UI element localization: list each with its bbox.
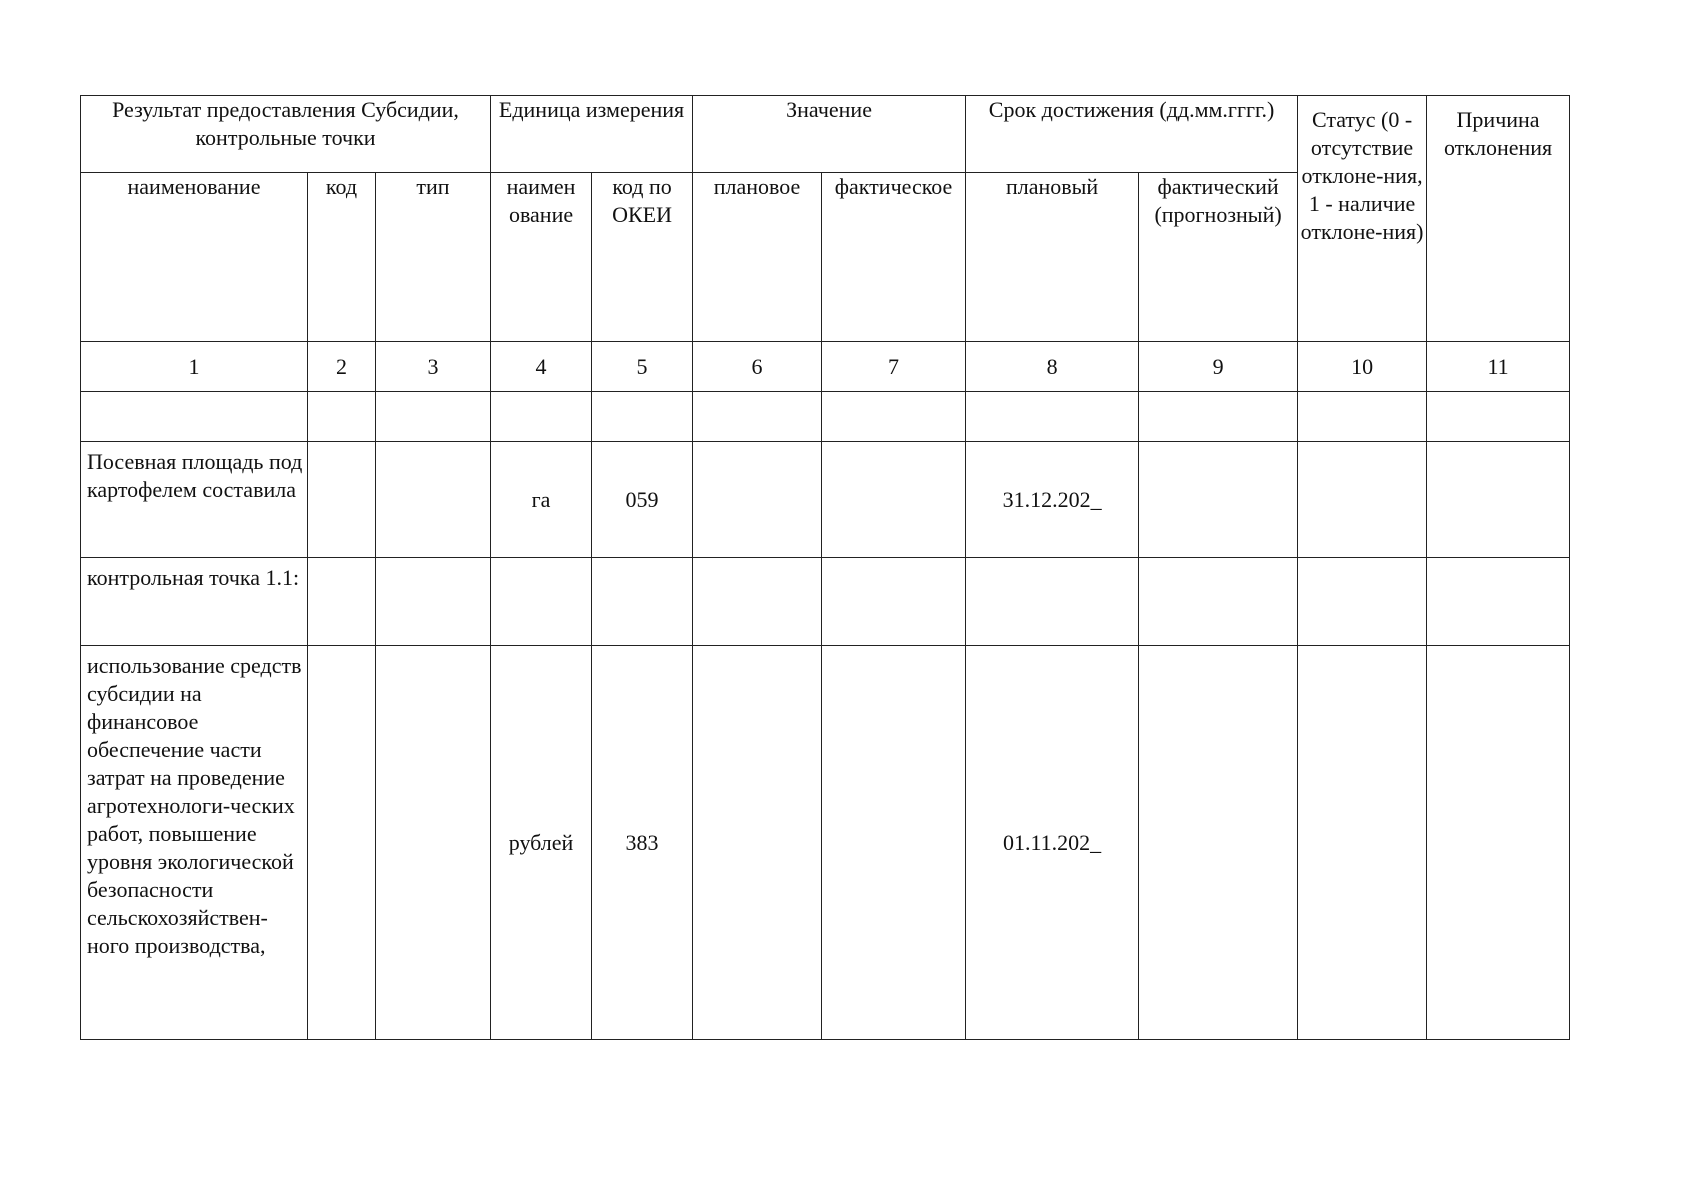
empty-cell xyxy=(1139,392,1298,442)
row-status xyxy=(1298,558,1427,646)
column-number: 2 xyxy=(308,342,376,392)
row-unit-name xyxy=(491,558,592,646)
header-name: наименование xyxy=(81,173,308,342)
row-reason xyxy=(1427,646,1570,1040)
column-number: 3 xyxy=(376,342,491,392)
header-status: Статус (0 - отсутствие отклоне-ния, 1 - наличие отклоне-ния) xyxy=(1298,96,1427,342)
table-row xyxy=(81,646,1570,1040)
row-type xyxy=(376,442,491,558)
row-reason xyxy=(1427,558,1570,646)
row-okei: 383 xyxy=(592,646,693,1040)
row-deadline-planned: 01.11.202_ xyxy=(966,646,1139,1040)
row-name: контрольная точка 1.1: xyxy=(81,558,308,646)
row-code xyxy=(308,442,376,558)
header-row-top xyxy=(81,96,1570,173)
subsidy-results-table xyxy=(80,95,1570,1040)
empty-row xyxy=(81,392,1570,442)
row-okei xyxy=(592,558,693,646)
row-deadline-actual xyxy=(1139,646,1298,1040)
header-deadline-actual: фактический (прогнозный) xyxy=(1139,173,1298,342)
row-actual xyxy=(822,646,966,1040)
column-number: 6 xyxy=(693,342,822,392)
row-okei: 059 xyxy=(592,442,693,558)
empty-cell xyxy=(81,392,308,442)
header-result: Результат предоставления Субсидии, контрольные точки xyxy=(81,96,491,173)
header-actual: фактическое xyxy=(822,173,966,342)
row-planned xyxy=(693,442,822,558)
column-numbers-row xyxy=(81,342,1570,392)
empty-cell xyxy=(376,392,491,442)
row-unit-name: га xyxy=(491,442,592,558)
table-row xyxy=(81,442,1570,558)
row-deadline-actual xyxy=(1139,442,1298,558)
row-name: использование средств субсидии на финансовое обеспечение части затрат на проведение агротехнологи-ческих работ, повышение уровня экологической безопасности сельскохозяйствен-ного производства, xyxy=(81,646,308,1040)
row-type xyxy=(376,558,491,646)
row-type xyxy=(376,646,491,1040)
row-reason xyxy=(1427,442,1570,558)
row-name: Посевная площадь под картофелем составила xyxy=(81,442,308,558)
header-value: Значение xyxy=(693,96,966,173)
header-planned: плановое xyxy=(693,173,822,342)
row-actual xyxy=(822,442,966,558)
empty-cell xyxy=(693,392,822,442)
empty-cell xyxy=(308,392,376,442)
column-number: 1 xyxy=(81,342,308,392)
header-unit-name: наимен ование xyxy=(491,173,592,342)
row-status xyxy=(1298,646,1427,1040)
header-type: тип xyxy=(376,173,491,342)
column-number: 7 xyxy=(822,342,966,392)
column-number: 9 xyxy=(1139,342,1298,392)
header-code: код xyxy=(308,173,376,342)
row-status xyxy=(1298,442,1427,558)
column-number: 5 xyxy=(592,342,693,392)
row-deadline-planned xyxy=(966,558,1139,646)
empty-cell xyxy=(822,392,966,442)
row-unit-name: рублей xyxy=(491,646,592,1040)
header-okei: код по ОКЕИ xyxy=(592,173,693,342)
empty-cell xyxy=(491,392,592,442)
empty-cell xyxy=(592,392,693,442)
row-deadline-planned: 31.12.202_ xyxy=(966,442,1139,558)
row-code xyxy=(308,646,376,1040)
row-actual xyxy=(822,558,966,646)
row-code xyxy=(308,558,376,646)
header-deadline: Срок достижения (дд.мм.гггг.) xyxy=(966,96,1298,173)
column-number: 4 xyxy=(491,342,592,392)
row-planned xyxy=(693,558,822,646)
empty-cell xyxy=(1298,392,1427,442)
empty-cell xyxy=(966,392,1139,442)
header-deadline-planned: плановый xyxy=(966,173,1139,342)
row-planned xyxy=(693,646,822,1040)
header-unit: Единица измерения xyxy=(491,96,693,173)
empty-cell xyxy=(1427,392,1570,442)
column-number: 10 xyxy=(1298,342,1427,392)
table-row xyxy=(81,558,1570,646)
column-number: 8 xyxy=(966,342,1139,392)
header-reason: Причина отклонения xyxy=(1427,96,1570,342)
row-deadline-actual xyxy=(1139,558,1298,646)
column-number: 11 xyxy=(1427,342,1570,392)
